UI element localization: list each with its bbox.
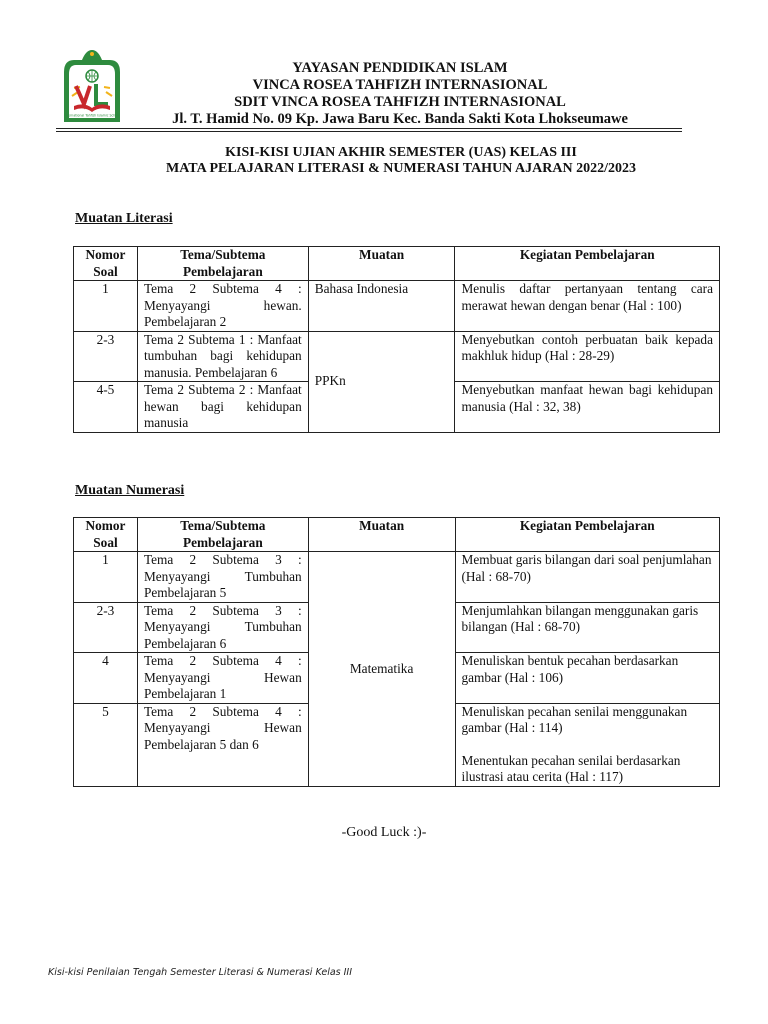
column-header: Tema/Subtema Pembelajaran (137, 518, 308, 552)
kegiatan: Menyebutkan manfaat hewan bagi kehidupan manusia (Hal : 32, 38) (455, 382, 720, 433)
column-header: Nomor Soal (74, 518, 138, 552)
kegiatan: Menulis daftar pertanyaan tentang cara merawat hewan dengan benar (Hal : 100) (455, 281, 720, 332)
page-footer: Kisi-kisi Penilaian Tengah Semester Literasi & Numerasi Kelas III (48, 967, 353, 978)
muatan: Bahasa Indonesia (308, 281, 455, 332)
tema-subtema: Tema 2 Subtema 4 : Menyayangi Hewan Pembelajaran 1 (137, 653, 308, 704)
column-header: Kegiatan Pembelajaran (455, 518, 720, 552)
tema-subtema: Tema 2 Subtema 3 : Menyayangi Tumbuhan Pembelajaran 5 (137, 552, 308, 603)
nomor-soal: 5 (74, 703, 138, 786)
muatan: PPKn (308, 331, 455, 432)
kegiatan: Membuat garis bilangan dari soal penjumlahan (Hal : 68-70) (455, 552, 720, 603)
table-row (74, 552, 720, 603)
column-header: Nomor Soal (74, 247, 138, 281)
foundation-name: YAYASAN PENDIDIKAN ISLAM (292, 60, 508, 76)
table-header-row (74, 518, 720, 552)
nomor-soal: 4-5 (74, 382, 138, 433)
nomor-soal: 4 (74, 653, 138, 704)
table-row (74, 281, 720, 332)
numerasi-heading: Muatan Numerasi (75, 483, 185, 498)
table-row (74, 331, 720, 382)
column-header: Muatan (308, 518, 455, 552)
title-line-1: KISI-KISI UJIAN AKHIR SEMESTER (UAS) KELAS III (225, 145, 577, 160)
literasi-table (73, 246, 720, 433)
tema-subtema: Tema 2 Subtema 2 : Manfaat hewan bagi kehidupan manusia (137, 382, 308, 433)
table-header-row (74, 247, 720, 281)
title-line-2: MATA PELAJARAN LITERASI & NUMERASI TAHUN AJARAN 2022/2023 (166, 161, 636, 176)
kegiatan: Menentukan pecahan senilai berdasarkan ilustrasi atau cerita (Hal : 117) (461, 752, 681, 784)
nomor-soal: 1 (74, 552, 138, 603)
kegiatan-cell (455, 703, 720, 786)
tema-subtema: Tema 2 Subtema 4 : Menyayangi hewan. Pembelajaran 2 (137, 281, 308, 332)
nomor-soal: 1 (74, 281, 138, 332)
header-divider (56, 128, 682, 132)
institution-header (130, 60, 670, 128)
column-header: Muatan (308, 247, 455, 281)
column-header: Tema/Subtema Pembelajaran (137, 247, 308, 281)
muatan: Matematika (308, 552, 455, 787)
kegiatan: Menuliskan pecahan senilai menggunakan gambar (Hal : 114) (461, 703, 688, 735)
tema-subtema: Tema 2 Subtema 1 : Manfaat tumbuhan bagi kehidupan manusia. Pembelajaran 6 (137, 331, 308, 382)
tema-subtema: Tema 2 Subtema 4 : Menyayangi Hewan Pembelajaran 5 dan 6 (137, 703, 308, 786)
school-logo (60, 48, 124, 124)
institution-name: VINCA ROSEA TAHFIZH INTERNASIONAL (252, 77, 548, 93)
tema-subtema: Tema 2 Subtema 3 : Menyayangi Tumbuhan Pembelajaran 6 (137, 602, 308, 653)
column-header: Kegiatan Pembelajaran (455, 247, 720, 281)
numerasi-table (73, 517, 720, 787)
literasi-heading: Muatan Literasi (75, 211, 173, 226)
kegiatan: Menjumlahkan bilangan menggunakan garis bilangan (Hal : 68-70) (455, 602, 720, 653)
school-address: Jl. T. Hamid No. 09 Kp. Jawa Baru Kec. Banda Sakti Kota Lhokseumawe (172, 111, 628, 127)
school-name: SDIT VINCA ROSEA TAHFIZH INTERNASIONAL (234, 94, 566, 110)
kegiatan: Menuliskan bentuk pecahan berdasarkan gambar (Hal : 106) (455, 653, 720, 704)
nomor-soal: 2-3 (74, 602, 138, 653)
logo-caption: International Tahfizh Islamic School (63, 113, 121, 118)
closing-text: -Good Luck :)- (341, 825, 427, 840)
kegiatan: Menyebutkan contoh perbuatan baik kepada makhluk hidup (Hal : 28-29) (455, 331, 720, 382)
document-title (56, 145, 746, 177)
nomor-soal: 2-3 (74, 331, 138, 382)
